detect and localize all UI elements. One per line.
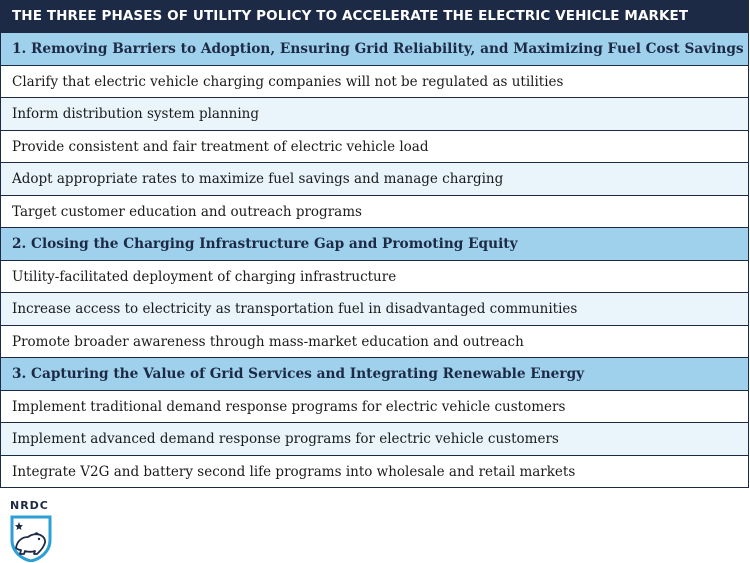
table-row: Increase access to electricity as transportation fuel in disadvantaged communities <box>1 293 748 326</box>
table-row: Implement traditional demand response programs for electric vehicle customers <box>1 391 748 424</box>
phase-heading-3: 3. Capturing the Value of Grid Services and Integrating Renewable Energy <box>1 358 748 391</box>
table-row: Utility-facilitated deployment of charging infrastructure <box>1 261 748 294</box>
table-row: Inform distribution system planning <box>1 98 748 131</box>
table-row: Adopt appropriate rates to maximize fuel savings and manage charging <box>1 163 748 196</box>
table-row: Integrate V2G and battery second life programs into wholesale and retail markets <box>1 456 748 489</box>
table-row: Provide consistent and fair treatment of electric vehicle load <box>1 131 748 164</box>
table-title: THE THREE PHASES OF UTILITY POLICY TO ACCELERATE THE ELECTRIC VEHICLE MARKET <box>1 0 748 33</box>
nrdc-logo <box>8 499 60 563</box>
table-row: Implement advanced demand response programs for electric vehicle customers <box>1 423 748 456</box>
logo-text: NRDC <box>10 499 49 512</box>
phase-heading-1: 1. Removing Barriers to Adoption, Ensuring Grid Reliability, and Maximizing Fuel Cost Savings <box>1 33 748 66</box>
table-row: Target customer education and outreach programs <box>1 196 748 229</box>
polar-bear-shield-icon <box>8 514 54 562</box>
table-row: Promote broader awareness through mass-market education and outreach <box>1 326 748 359</box>
phase-heading-2: 2. Closing the Charging Infrastructure Gap and Promoting Equity <box>1 228 748 261</box>
table-row: Clarify that electric vehicle charging companies will not be regulated as utilities <box>1 66 748 99</box>
